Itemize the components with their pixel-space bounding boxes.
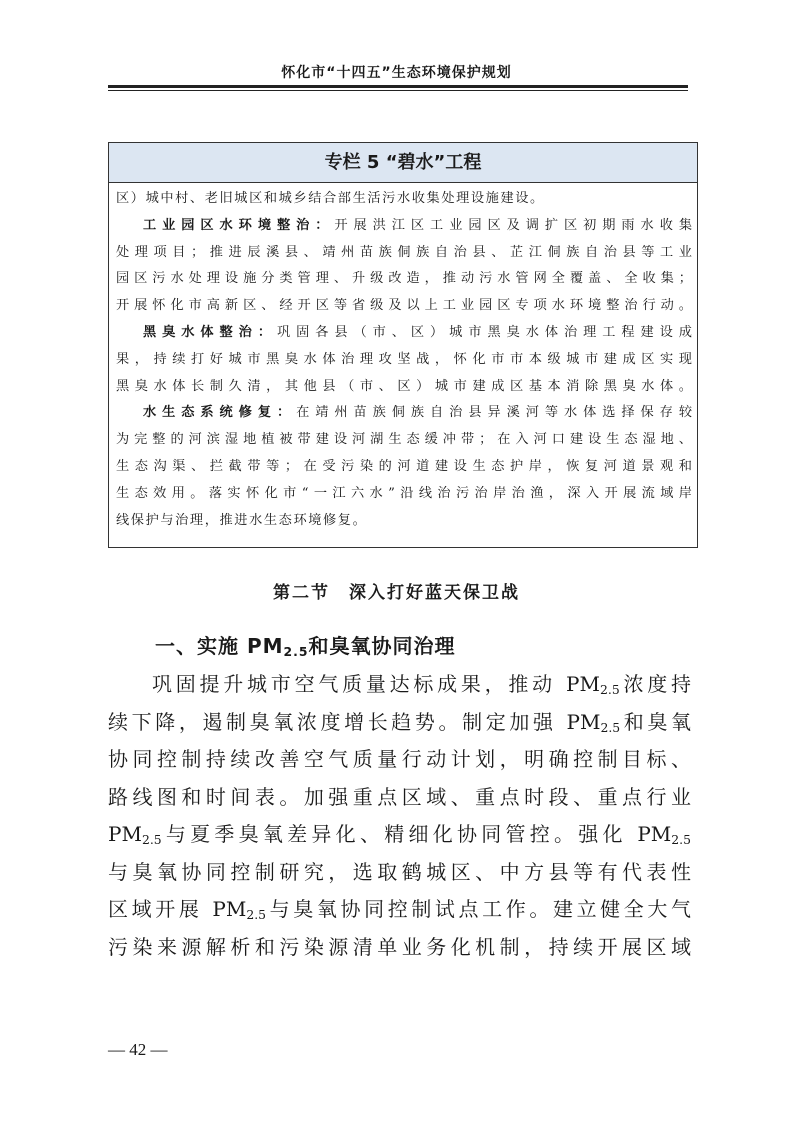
body-text-run: 路线图和时间表。加强重点区域、重点时段、重点行业: [108, 784, 691, 809]
column-box-line-text: 为完整的河滨湿地植被带建设河湖生态缓冲带；在入河口建设生态湿地、: [116, 432, 692, 448]
column-box-line-text: 开展洪江区工业园区及调扩区初期雨水收集: [334, 217, 692, 233]
subscript: 2.5: [141, 832, 162, 848]
body-line: [108, 854, 691, 892]
subscript: 2.5: [671, 832, 691, 848]
column-box-lead-heading: 黑臭水体整治：: [143, 324, 277, 340]
body-paragraph: [108, 666, 691, 966]
body-text-run: 巩固提升城市空气质量达标成果，推动 PM: [152, 672, 600, 696]
header-rule-thin: [108, 90, 688, 91]
body-text-run: 与臭氧协同控制研究，选取鹤城区、中方县等有代表性: [108, 859, 691, 884]
page-number: — 42 —: [108, 1040, 168, 1059]
body-text-run: 与臭氧协同控制试点工作。建立健全大气: [266, 897, 691, 921]
body-text-run: 与夏季臭氧差异化、精细化协同管控。强化 PM: [161, 822, 672, 846]
column-box-lead-heading: 工业园区水环境整治：: [143, 217, 335, 233]
column-box-line: [116, 374, 692, 401]
subsection-title-before: 一、实施 PM: [155, 634, 284, 658]
column-box-line: [116, 454, 692, 481]
subsection-title-after: 和臭氧协同治理: [308, 634, 456, 658]
subsection-title: [155, 630, 455, 659]
column-box-line-text: 在靖州苗族侗族自治县异溪河等水体选择保存较: [296, 405, 692, 421]
column-box-title: 专栏 5 “碧水”工程: [109, 143, 697, 183]
column-box-line-text: 开展怀化市高新区、经开区等省级及以上工业园区专项水环境整治行动。: [116, 298, 692, 314]
column-box-line-text: 黑臭水体长制久清，其他县（市、区）城市建成区基本消除黑臭水体。: [116, 378, 692, 394]
column-box-line: [116, 400, 692, 427]
column-box-line-text: 园区污水处理设施分类管理、升级改造，推动污水管网全覆盖、全收集；: [116, 271, 692, 287]
column-box-line: [116, 347, 692, 374]
body-text-run: 协同控制持续改善空气质量行动计划，明确控制目标、: [108, 747, 691, 771]
body-line: [108, 741, 691, 779]
column-box-line-text: 果，持续打好城市黑臭水体治理攻坚战，怀化市市本级城市建成区实现: [116, 351, 692, 367]
column-box-line: [116, 186, 692, 213]
column-box-line-text: 区）城中村、老旧城区和城乡结合部生活污水收集处理设施建设。: [116, 191, 545, 206]
subsection-title-subscript: 2.5: [283, 644, 309, 660]
column-box-line: [116, 266, 692, 293]
column-box-line-text: 生态效用。落实怀化市“一江六水”沿线治污治岸治渔，深入开展流域岸: [116, 485, 692, 501]
body-text-run: 和臭氧: [620, 709, 691, 734]
body-line: [108, 929, 691, 967]
column-box-line: [116, 427, 692, 454]
body-text-run: 浓度持: [619, 672, 691, 696]
body-line: [108, 779, 691, 817]
column-box-line: [116, 213, 692, 240]
column-box-body: [109, 183, 697, 534]
column-box-line: [116, 240, 692, 267]
subscript: 2.5: [600, 682, 620, 698]
column-box-line-text: 线保护与治理，推进水生态环境修复。: [116, 512, 368, 528]
body-line: [108, 666, 691, 704]
body-text-run: 区域开展 PM: [108, 897, 247, 921]
body-text-run: 污染来源解析和污染源清单业务化机制，持续开展区域: [108, 934, 691, 959]
body-line: [108, 891, 691, 929]
column-box-line-text: 生态沟渠、拦截带等；在受污染的河道建设生态护岸，恢复河道景观和: [116, 458, 692, 474]
subscript: 2.5: [600, 719, 621, 735]
column-box: [108, 142, 698, 548]
column-box-lead-heading: 水生态系统修复：: [143, 405, 297, 421]
subscript: 2.5: [246, 907, 267, 923]
column-box-line: [116, 508, 692, 535]
column-box-line: [116, 481, 692, 508]
column-box-line-text: 处理项目；推进辰溪县、靖州苗族侗族自治县、芷江侗族自治县等工业: [116, 244, 692, 260]
body-text-run: 续下降，遏制臭氧浓度增长趋势。制定加强 PM: [108, 709, 601, 734]
body-line: [108, 704, 691, 742]
column-box-line-text: 巩固各县（市、区）城市黑臭水体治理工程建设成: [276, 324, 692, 340]
column-box-line: [116, 320, 692, 347]
running-header-title: 怀化市“十四五”生态环境保护规划: [281, 65, 512, 81]
body-text-run: PM: [108, 822, 142, 846]
section-title: 第二节 深入打好蓝天保卫战: [273, 583, 520, 603]
body-line: [108, 816, 691, 854]
column-box-line: [116, 293, 692, 320]
header-rule: [108, 85, 688, 88]
